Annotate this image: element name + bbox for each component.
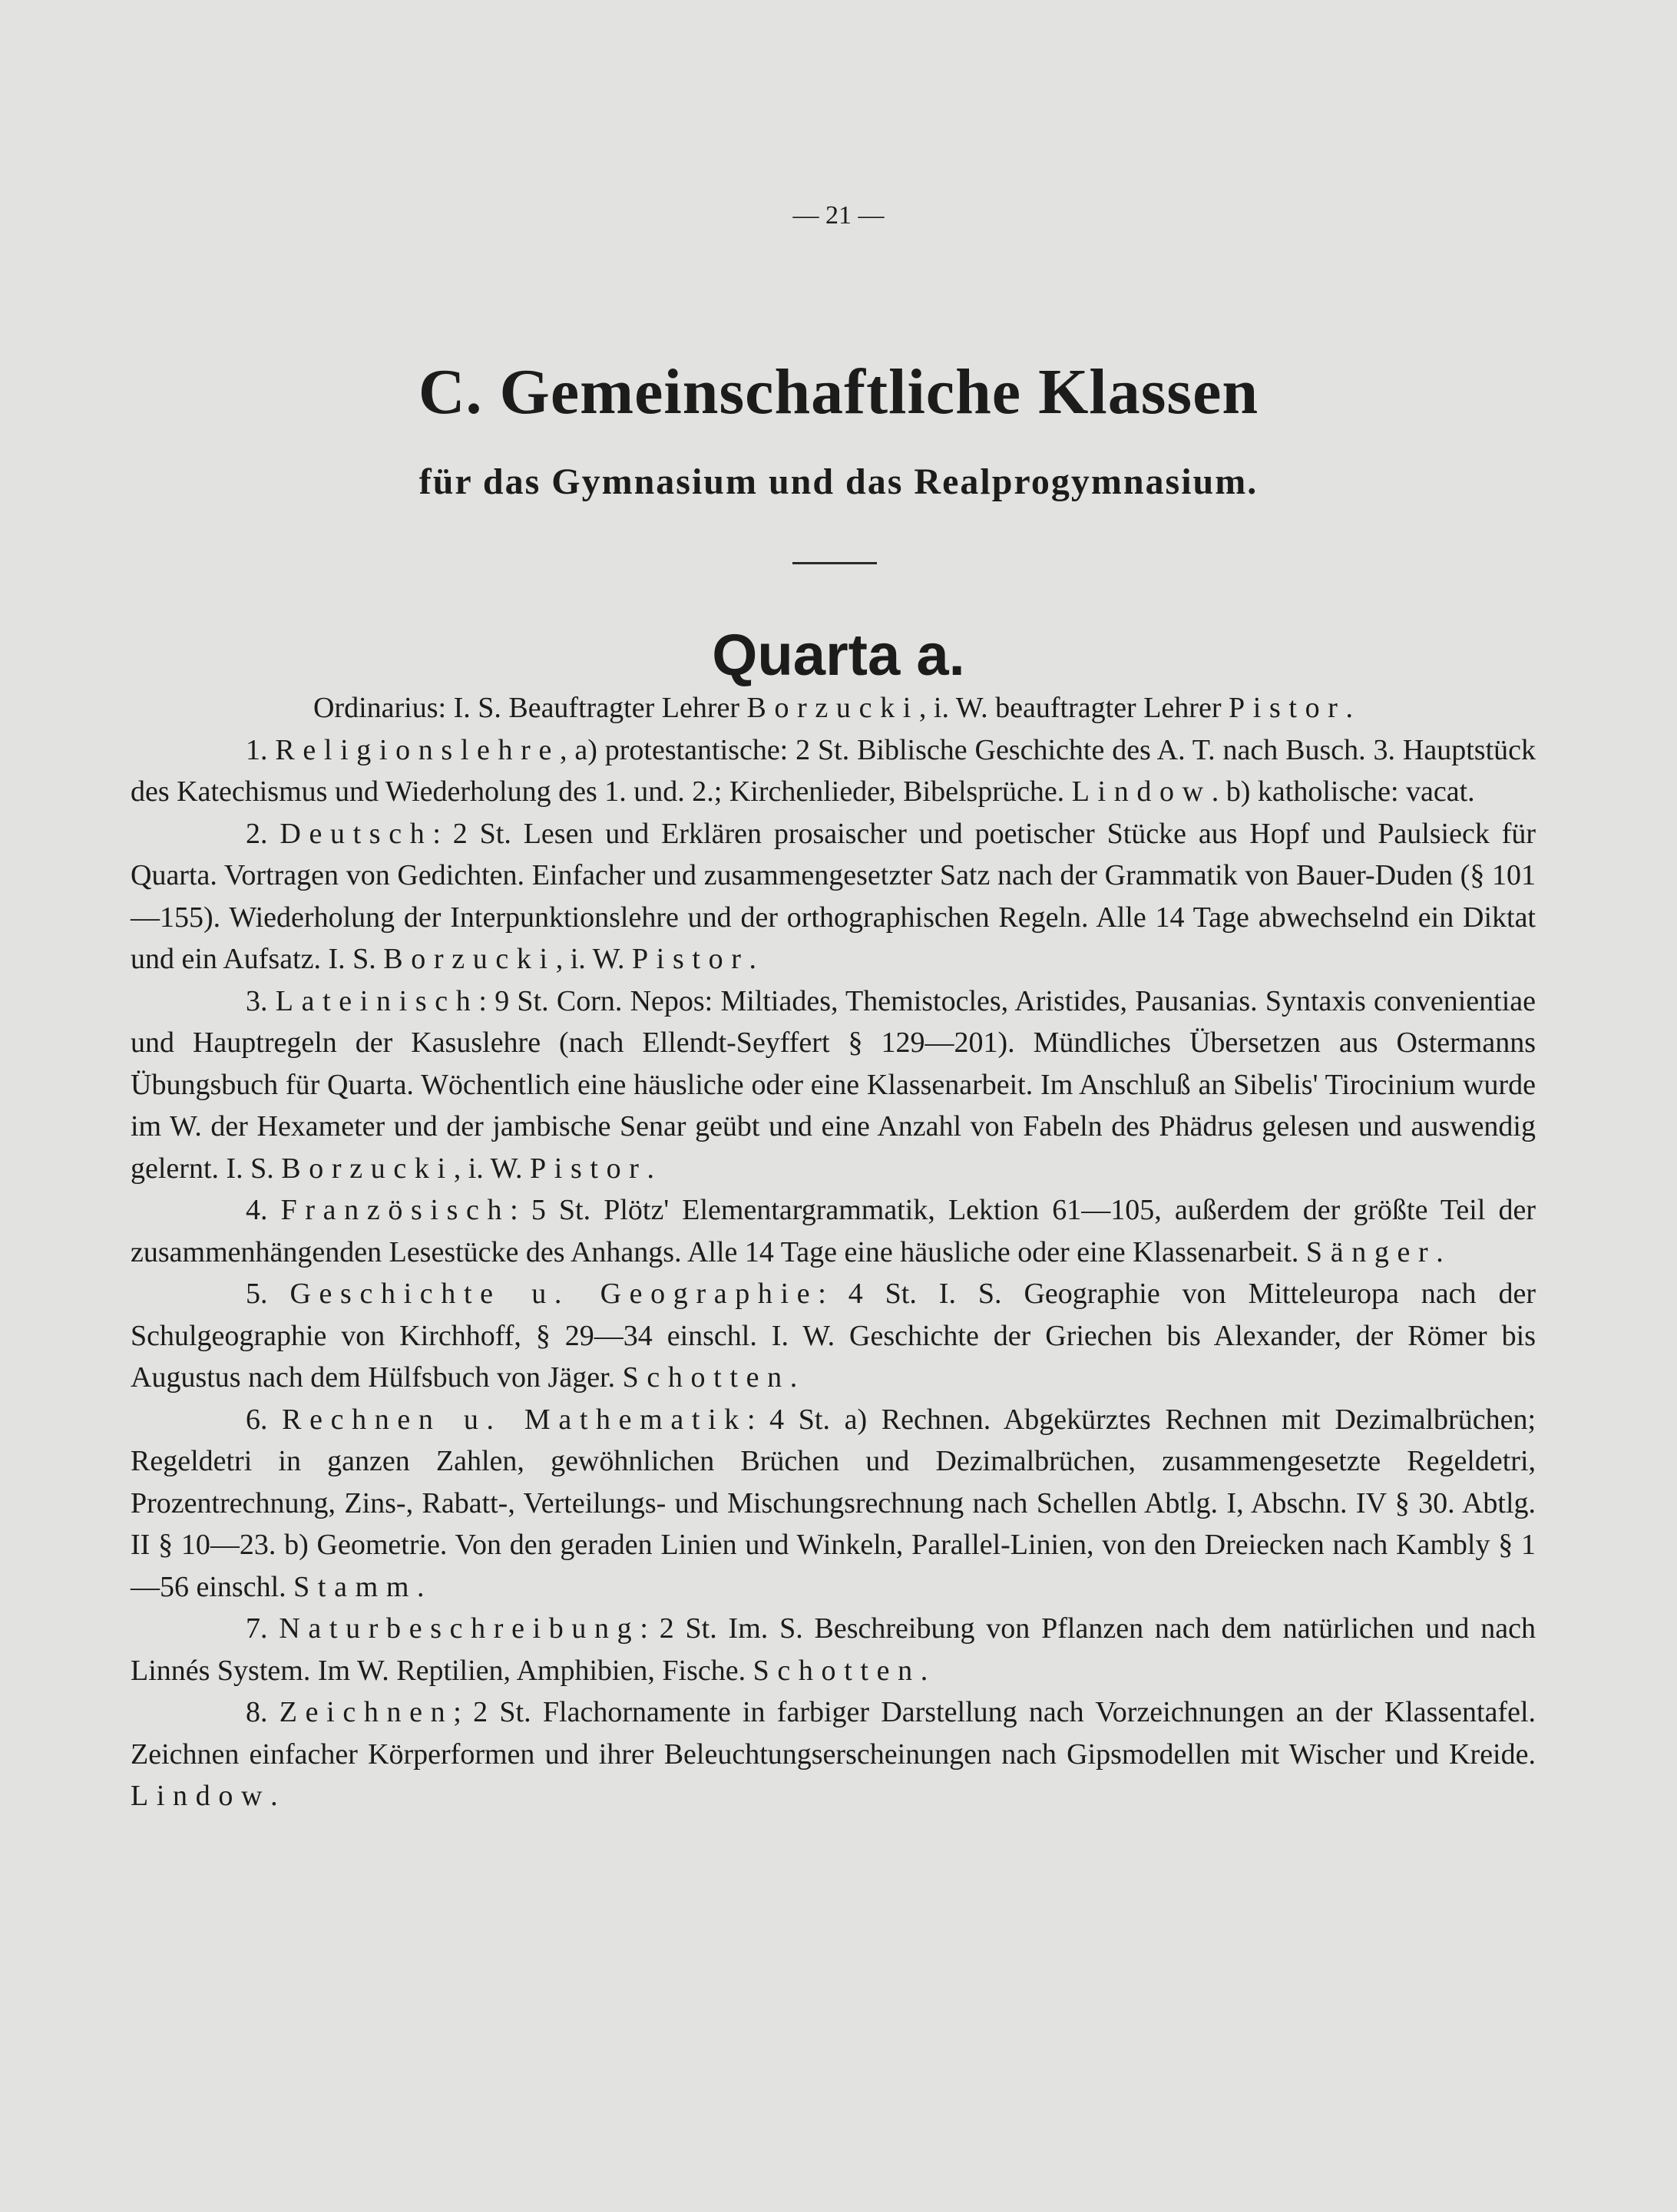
subject-text: . — [1436, 1235, 1444, 1268]
subject-text: . — [270, 1780, 278, 1812]
subject-name: Rechnen u. Mathematik — [282, 1403, 747, 1436]
subject-text: ; 2 St. Flachornamente in farbiger Darstellung nach Vorzeichnungen an der Klassentafel. Zeichnen einfacher Körperformen und ihrer Beleuchtungserscheinungen nach Gipsmodellen mit Wischer und Kreide. — [131, 1696, 1536, 1771]
subject-number: 3. — [246, 984, 276, 1017]
subject-text: : 4 St. I. S. Geographie von Mitteleuropa nach der Schulgeographie von Kirchhoff, § 29—34 einschl. I. W. Geschichte der Griechen bis Alexander, der Römer bis Augustus nach dem Hülfsbuch von Jäger. — [131, 1278, 1536, 1394]
teacher-name: Sänger — [1305, 1235, 1437, 1268]
subject-latein — [131, 980, 1536, 1190]
document-body — [131, 687, 1536, 1817]
subject-name: Lateinisch — [275, 984, 479, 1017]
subject-text: . — [749, 943, 757, 975]
subject-name: Zeichnen — [279, 1696, 454, 1728]
divider-rule — [792, 562, 877, 564]
teacher-name: Pistor — [529, 1152, 647, 1185]
page-number: — 21 — — [792, 201, 885, 230]
ordinarius-prefix: Ordinarius: I. S. Beauftragter Lehrer — [313, 692, 747, 724]
subject-number: 2. — [246, 817, 280, 850]
teacher-name: Schotten — [622, 1361, 790, 1394]
subject-geschichte — [131, 1273, 1536, 1399]
subject-name: Geschichte u. Geographie — [289, 1278, 819, 1310]
subject-text: . b) katholische: vacat. — [1211, 775, 1475, 808]
subject-name: Naturbeschreibung — [279, 1612, 640, 1645]
teacher-name: Lindow — [131, 1780, 271, 1812]
subject-number: 4. — [246, 1194, 281, 1226]
subject-name: Französisch — [280, 1194, 511, 1226]
subject-text: . — [647, 1152, 655, 1185]
subject-text: , i. W. — [555, 943, 632, 975]
teacher-name: Pistor — [1228, 692, 1346, 724]
subject-text: : 5 St. Plötz' Elementargrammatik, Lektion 61—105, außerdem der größte Teil der zusammenhängenden Lesestücke des Anhangs. Alle 14 Tage eine häusliche oder eine Klassenarbeit. — [131, 1194, 1536, 1268]
subject-text: : 9 St. Corn. Nepos: Miltiades, Themistocles, Aristides, Pausanias. Syntaxis convenientiae und Hauptregeln der Kasuslehre (nach Ellendt-Seyffert § 129—201). Mündliches Übersetzen aus Ostermanns Übungsbuch für Quarta. Wöchentlich eine häusliche oder eine Klassenarbeit. Im Anschluß an Sibelis' Tirocinium wurde im W. der Hexameter und der jambische Senar geübt und eine Anzahl von Fabeln des Phädrus gelesen und auswendig gelernt. I. S. — [131, 984, 1536, 1185]
ordinarius-middle: , i. W. beauftragter Lehrer — [918, 692, 1229, 724]
subject-number: 6. — [246, 1403, 283, 1436]
subject-number: 8. — [246, 1696, 280, 1728]
teacher-name: Pistor — [631, 943, 749, 975]
subject-text: : 2 St. Im. S. Beschreibung von Pflanzen nach dem natürlichen und nach Linnés System. Im W. Reptilien, Amphibien, Fische. — [131, 1612, 1536, 1687]
subject-name: Religionslehre — [275, 733, 560, 766]
section-title: C. Gemeinschaftliche Klassen — [418, 356, 1259, 428]
subject-text: . — [920, 1654, 928, 1687]
section-subtitle: für das Gymnasium und das Realprogymnasium. — [418, 461, 1259, 502]
ordinarius-line — [131, 687, 1536, 729]
subject-franzoesisch — [131, 1189, 1536, 1273]
teacher-name: Borzucki — [383, 943, 556, 975]
teacher-name: Borzucki — [281, 1152, 454, 1185]
teacher-name: Schotten — [752, 1654, 921, 1687]
subject-text: , i. W. — [453, 1152, 530, 1185]
subject-number: 5. — [246, 1278, 290, 1310]
teacher-name: Borzucki — [746, 692, 919, 724]
subject-naturbeschreibung — [131, 1608, 1536, 1691]
subject-text: , a) protestantische: 2 St. Biblische Geschichte des A. T. nach Busch. 3. Hauptstück des Katechismus und Wiederholung des 1. und. 2.; Kirchenlieder, Bibelsprüche. — [131, 733, 1536, 808]
subject-text: . — [417, 1570, 425, 1603]
subject-text: : 2 St. Lesen und Erklären prosaischer und poetischer Stücke aus Hopf und Paulsieck für Quarta. Vortragen von Gedichten. Einfacher und zusammengesetzter Satz nach der Grammatik von Bauer-Duden (§ 101—155). Wiederholung der Interpunktionslehre und der orthographischen Regeln. Alle 14 Tage abwechselnd ein Diktat und ein Aufsatz. I. S. — [131, 817, 1536, 975]
teacher-name: Stamm — [293, 1570, 418, 1603]
subject-deutsch — [131, 813, 1536, 980]
subject-name: Deutsch — [280, 817, 433, 850]
subject-mathematik — [131, 1399, 1536, 1609]
subject-text: . — [789, 1361, 798, 1394]
subject-number: 1. — [246, 733, 276, 766]
subject-text: : 4 St. a) Rechnen. Abgekürztes Rechnen mit Dezimalbrüchen; Regeldetri in ganzen Zahlen, gewöhnlichen Brüchen und Dezimalbrüchen, zusammengesetzte Regeldetri, Prozentrechnung, Zins-, Rabatt-, Verteilungs- und Mischungsrechnung nach Schellen Abtlg. I, Abschn. IV § 30. Abtlg. II § 10—23. b) Geometrie. Von den geraden Linien und Winkeln, Parallel-Linien, von den Dreiecken nach Kambly § 1—56 einschl. — [131, 1403, 1536, 1603]
subject-zeichnen — [131, 1691, 1536, 1817]
teacher-name: Lindow — [1071, 775, 1212, 808]
subject-number: 7. — [246, 1612, 280, 1645]
class-title: Quarta a. — [712, 623, 965, 688]
subject-religion — [131, 729, 1536, 813]
ordinarius-suffix: . — [1345, 692, 1354, 724]
